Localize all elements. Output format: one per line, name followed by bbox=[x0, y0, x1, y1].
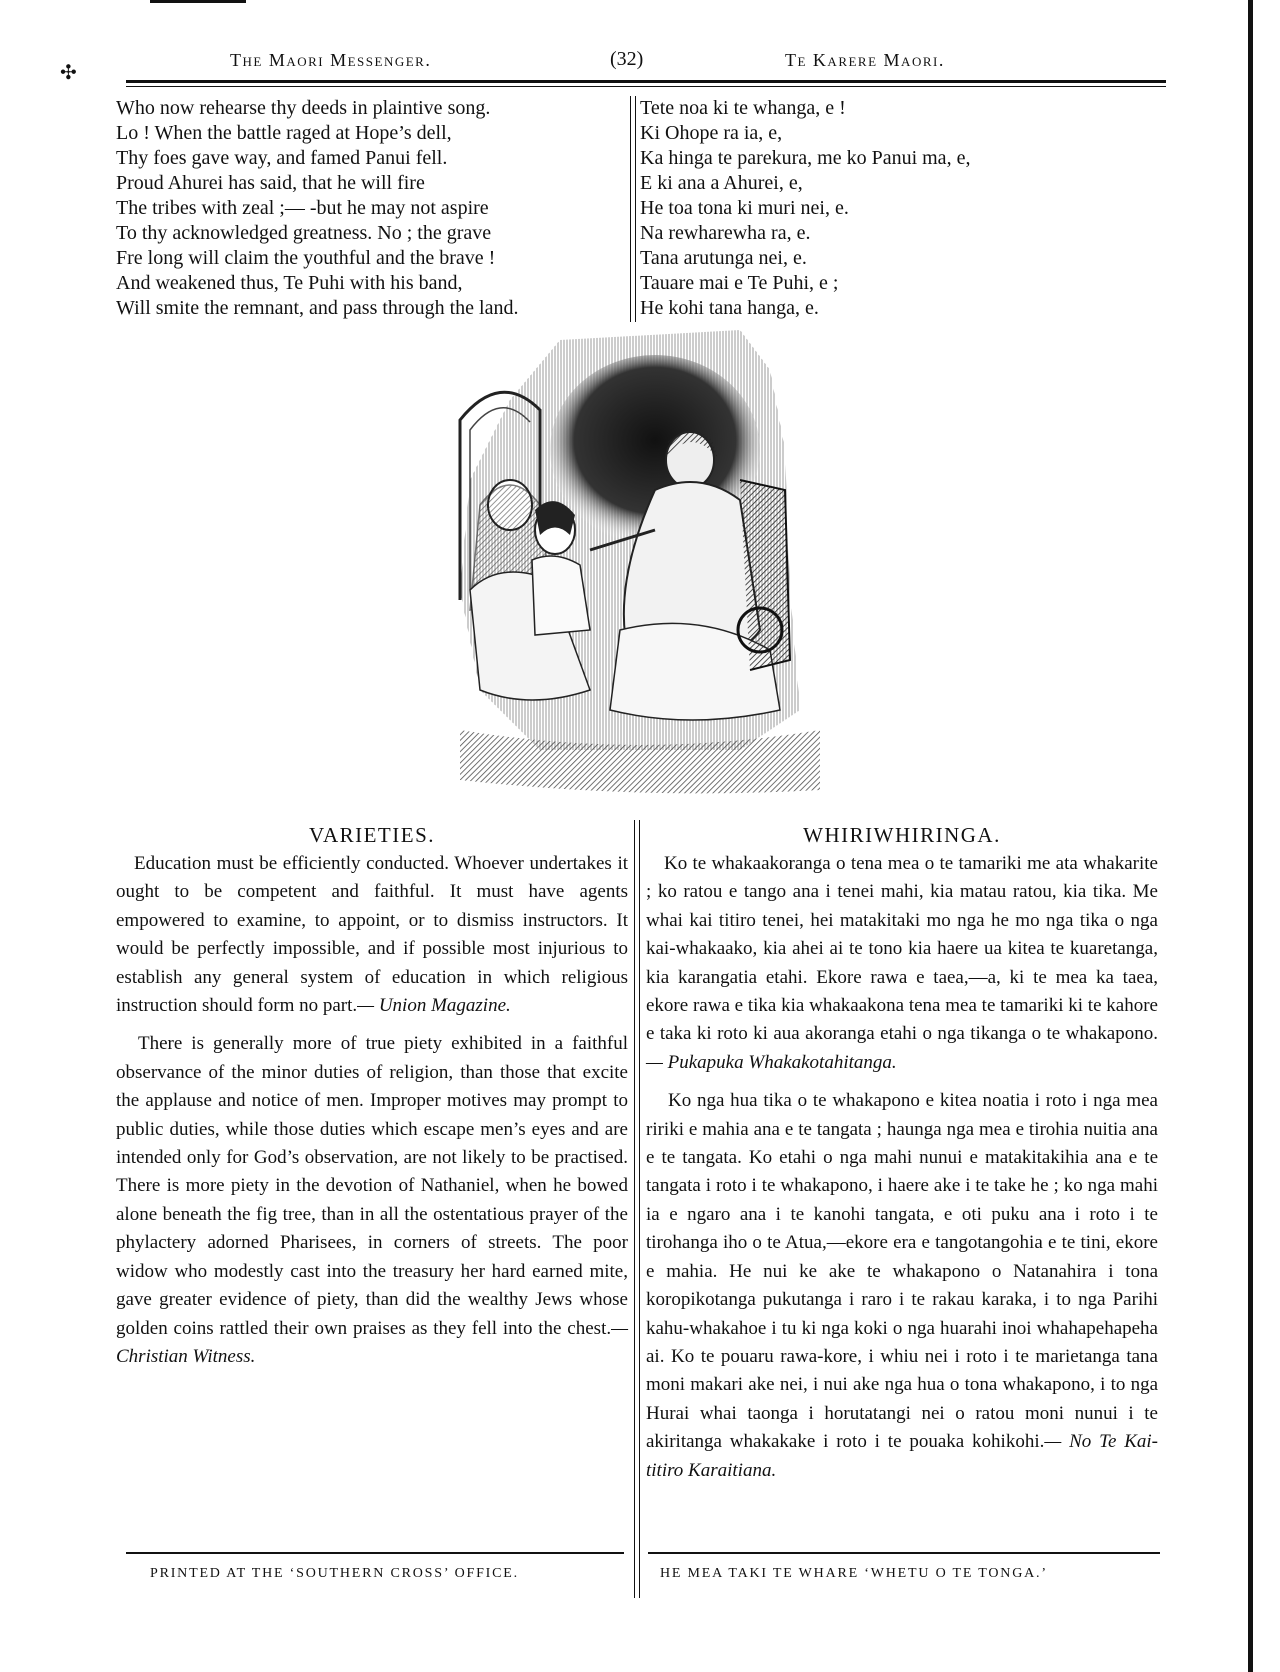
poem-line: Tauare mai e Te Puhi, e ; bbox=[640, 272, 839, 294]
poem-line: Lo ! When the battle raged at Hope’s dell, bbox=[116, 122, 452, 144]
header-rule bbox=[126, 80, 1166, 83]
poem-line: Proud Ahurei has said, that he will fire bbox=[116, 172, 425, 194]
page-edge-bar bbox=[1248, 0, 1253, 1672]
paragraph-source: — Union Magazine. bbox=[357, 995, 511, 1017]
whiriwhiringa-heading: WHIRIWHIRINGA. bbox=[803, 823, 1001, 847]
paragraph-source: — Pukapuka Whakakotahitanga. bbox=[646, 1051, 897, 1073]
paragraph-text: Ko te whakaakoranga o tena mea o te tamariki me ata whakarite ; ko ratou e tango ana i tenei mahi, kia matau ratou, kia tika. Me whai kai titiro tenei, hei matakitaki mo nga he mo nga tika o nga kai-whakaako, kia ahei ai te tono kia haere ua kitea te kuaretanga, kia karangatia etahi. Ekore rawa e taea,—a, ki te mea ka taea, ekore rawa e tika kia whakaakona tena mea te tamariki ki te kahore e taka ki roto ki aua akoranga etahi o nga tikanga o te whakapono. bbox=[646, 853, 1158, 1045]
printer-imprint-english: PRINTED AT THE ‘SOUTHERN CROSS’ OFFICE. bbox=[150, 1566, 519, 1581]
printer-imprint-maori: HE MEA TAKI TE WHARE ‘WHETU O TE TONGA.’ bbox=[660, 1566, 1048, 1581]
paragraph-text: There is generally more of true piety exhibited in a faithful observance of the minor duties of religion, than those that excite the applause and notice of men. Improper motives may prompt to public duties, while those duties which escape men’s eyes and are intended only for God’s observation, are not likely to be practised. There is more piety in the devotion of Nathaniel, when he bowed alone beneath the fig tree, than in all the ostentatious prayer of the phylactery adorned Pharisees, in corners of streets. The poor widow who modestly cast into the treasury her hard earned mite, gave greater evidence of piety, than did the wealthy Jews whose golden coins rattled their own praises as they fell into the chest. bbox=[116, 1033, 628, 1339]
poem-line: He toa tona ki muri nei, e. bbox=[640, 197, 849, 219]
paragraph-text: Ko nga hua tika o te whakapono e kitea noatia i roto i nga mea ririki e mahia ana e te tangata ; haunga nga mea e tirohia nuitia ana e te tangata. Ko etahi o nga mahi nunui e matakitakihia ana e te tangata i roto i te whakapono, i haere ake i te take he ; ko nga mahi ia e ngaro ana i te kanohi tangata, e oti puku ana i roto i te tirohanga iho o te Atua,—ekore era e tangotangohia e te tini, ekore e mahia. He nui ke ake te whakapono o Natanahira i tona koropikotanga pukutanga i raro i te rakau karaka, i to nga Parihi kahu-whakahoe i tu ki nga koki o nga huarahi inoi whahapehapeha ai. Ko te pouaru rawa-kore, i whiu nei i roto i te marietanga tana moni makari ake nei, i nui ake nga hua o tona whakapono, i to nga Hurai whai taonga i horutatangi nei o ratou moni nunui i te akiritanga whakakake i roto i te pouaka kohikohi. bbox=[646, 1090, 1158, 1453]
footer-rule-right bbox=[648, 1552, 1160, 1554]
top-edge-mark bbox=[150, 0, 246, 3]
poem-line: Na rewharewha ra, e. bbox=[640, 222, 811, 244]
poem-line: Thy foes gave way, and famed Panui fell. bbox=[116, 147, 448, 169]
poem-line: To thy acknowledged greatness. No ; the grave bbox=[116, 222, 492, 244]
whiriwhiringa-paragraph bbox=[646, 850, 1158, 1077]
column-divider bbox=[634, 820, 640, 1598]
whiriwhiringa-paragraph bbox=[646, 1087, 1158, 1485]
page-number: (32) bbox=[610, 48, 644, 70]
poem-line: The tribes with zeal ;— -but he may not aspire bbox=[116, 197, 489, 219]
paragraph-source: — Christian Witness. bbox=[116, 1317, 628, 1367]
footer-rule-left bbox=[126, 1552, 624, 1554]
poem-maori bbox=[640, 96, 1110, 321]
header-rule-thin bbox=[126, 86, 1166, 87]
varieties-heading: VARIETIES. bbox=[308, 823, 436, 847]
poem-column-divider bbox=[630, 96, 636, 322]
engraving-illustration bbox=[440, 330, 840, 800]
whiriwhiringa-column bbox=[646, 822, 1158, 1495]
header-maori-title: Te Karere Maori. bbox=[785, 50, 945, 70]
poem-line: Who now rehearse thy deeds in plaintive song. bbox=[116, 97, 491, 119]
poem-line: E ki ana a Ahurei, e, bbox=[640, 172, 803, 194]
poem-line: Ka hinga te parekura, me ko Panui ma, e, bbox=[640, 147, 971, 169]
poem-line: Tana arutunga nei, e. bbox=[640, 247, 807, 269]
poem-line: He kohi tana hanga, e. bbox=[640, 297, 819, 319]
ornament-icon: ✣ bbox=[60, 62, 77, 84]
paragraph-source: — No Te Kai-titiro Karaitiana. bbox=[646, 1431, 1159, 1481]
poem-line: Ki Ohope ra ia, e, bbox=[640, 122, 783, 144]
varieties-column bbox=[116, 822, 628, 1381]
poem-line: Will smite the remnant, and pass through the land. bbox=[116, 297, 519, 319]
paragraph-text: Education must be efficiently conducted. Whoever undertakes it ought to be competent and faithful. It must have agents empowered to examine, to appoint, or to dismiss instructors. It would be perfectly impossible, and if possible most injurious to establish any general system of education in which religious instruction should form no part. bbox=[116, 853, 628, 1017]
header-english-title: The Maori Messenger. bbox=[230, 50, 432, 70]
poem-line: Tete noa ki te whanga, e ! bbox=[640, 97, 846, 119]
poem-english bbox=[116, 96, 626, 321]
poem-line: And weakened thus, Te Puhi with his band, bbox=[116, 272, 463, 294]
varieties-paragraph bbox=[116, 1030, 628, 1371]
poem-line: Fre long will claim the youthful and the brave ! bbox=[116, 247, 496, 269]
varieties-paragraph bbox=[116, 850, 628, 1020]
